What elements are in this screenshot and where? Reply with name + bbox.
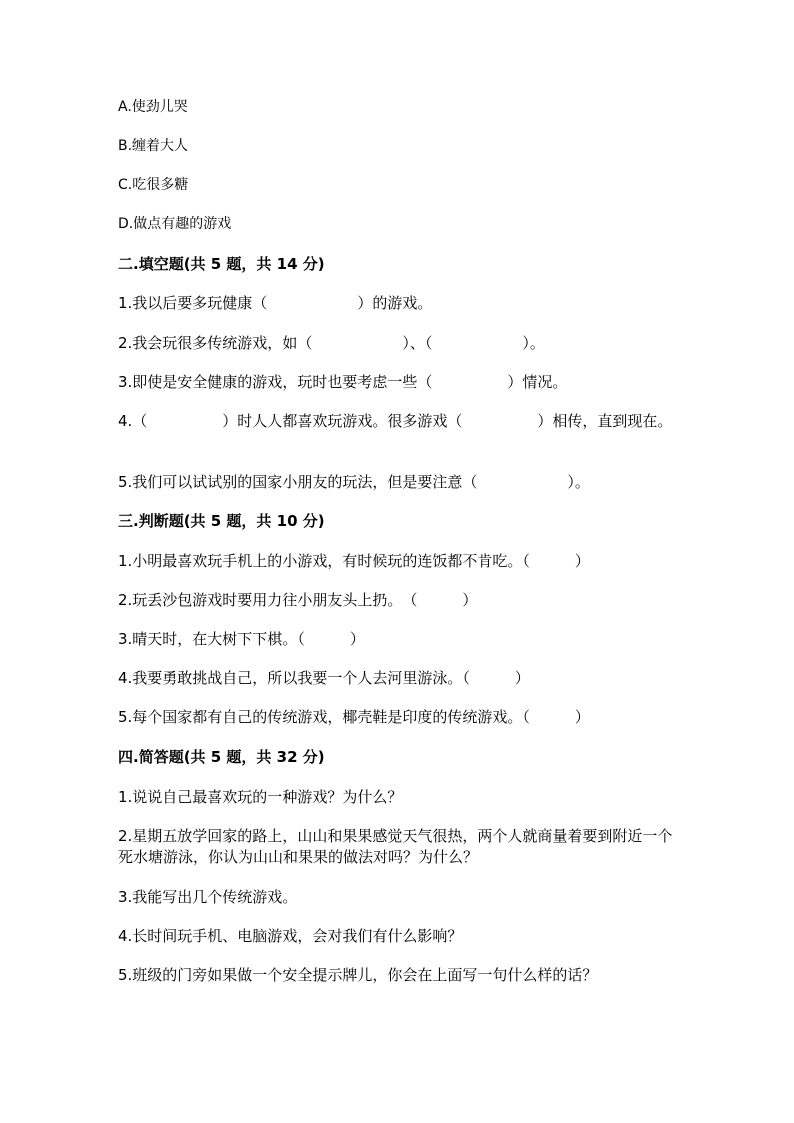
section-heading-true-false: 三.判断题(共 5 题，共 10 分): [118, 512, 325, 530]
true-false-question-4: 4.我要勇敢挑战自己，所以我要一个人去河里游泳。（ ）: [118, 669, 530, 687]
fill-blank-question-1: 1.我以后要多玩健康（ ）的游戏。: [118, 294, 433, 312]
short-answer-question-1: 1.说说自己最喜欢玩的一种游戏？为什么？: [118, 788, 403, 806]
short-answer-question-4: 4.长时间玩手机、电脑游戏，会对我们有什么影响？: [118, 927, 463, 945]
section-heading-fill-blank: 二.填空题(共 5 题，共 14 分): [118, 255, 325, 273]
true-false-question-3: 3.晴天时，在大树下下棋。（ ）: [118, 630, 365, 648]
short-answer-question-3: 3.我能写出几个传统游戏。: [118, 888, 298, 906]
true-false-question-2: 2.玩丢沙包游戏时要用力往小朋友头上扔。 （ ）: [118, 591, 478, 609]
short-answer-question-2: 2.星期五放学回家的路上，山山和果果感觉天气很热，两个人就商量着要到附近一个死水塘游泳，你认为山山和果果的做法对吗？为什么？: [118, 827, 673, 866]
section-heading-short-answer: 四.简答题(共 5 题，共 32 分): [118, 748, 325, 766]
option-b: B.缠着大人: [118, 138, 189, 154]
true-false-question-1: 1.小明最喜欢玩手机上的小游戏，有时候玩的连饭都不肯吃。（ ）: [118, 552, 590, 570]
option-d: D.做点有趣的游戏: [118, 216, 232, 232]
fill-blank-question-2: 2.我会玩很多传统游戏，如（ ）、（ ）。: [118, 334, 545, 352]
option-c: C.吃很多糖: [118, 177, 189, 193]
true-false-question-5: 5.每个国家都有自己的传统游戏，椰壳鞋是印度的传统游戏。（ ）: [118, 708, 590, 726]
fill-blank-question-3: 3.即使是安全健康的游戏，玩时也要考虑一些（ ）情况。: [118, 373, 568, 391]
short-answer-question-5: 5.班级的门旁如果做一个安全提示牌儿，你会在上面写一句什么样的话？: [118, 966, 598, 984]
fill-blank-question-4: 4.（ ）时人人都喜欢玩游戏。很多游戏（ ）相传，直到现在。: [118, 412, 673, 430]
fill-blank-question-5: 5.我们可以试试别的国家小朋友的玩法，但是要注意（ ）。: [118, 473, 590, 491]
option-a: A.使劲儿哭: [118, 99, 188, 115]
